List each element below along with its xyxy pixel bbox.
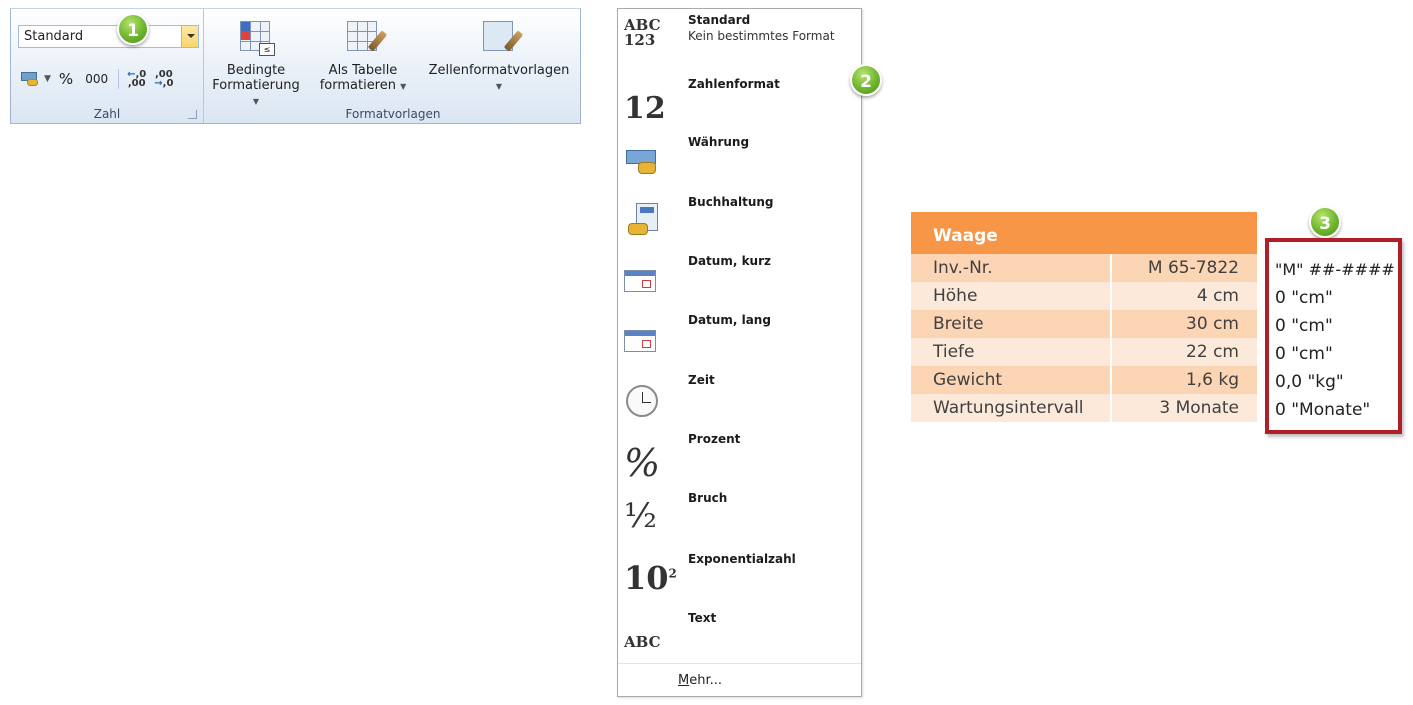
row-value: M 65-7822: [1147, 258, 1239, 278]
row-value: 3 Monate: [1159, 398, 1239, 418]
exponent-icon: $10^2$: [624, 559, 677, 597]
cell-styles-icon: [483, 21, 515, 53]
decrease-decimal-button[interactable]: ,00 →,0: [154, 69, 174, 89]
number-format-value: Standard: [24, 29, 84, 44]
percent-icon: %: [624, 441, 661, 485]
menu-item-waehrung[interactable]: [618, 128, 861, 186]
clock-icon: [624, 371, 662, 417]
text-abc-icon: ABC: [624, 633, 661, 651]
number-format-combo[interactable]: [18, 25, 199, 48]
percent-style-button[interactable]: %: [58, 70, 74, 88]
format-as-table-label-2: formatieren: [319, 78, 396, 93]
row-label: Höhe: [911, 282, 1112, 310]
format-code: 0 "cm": [1275, 288, 1333, 308]
menu-item-label: Währung: [688, 135, 750, 149]
menu-item-text[interactable]: [618, 603, 861, 661]
format-code: 0 "cm": [1275, 316, 1333, 336]
table-row: [911, 394, 1257, 422]
currency-icon: [624, 134, 662, 180]
callout-1: 1: [117, 13, 149, 45]
row-value: 4 cm: [1196, 286, 1239, 306]
menu-item-label: Datum, lang: [688, 313, 771, 327]
cell-styles-button[interactable]: [421, 21, 577, 94]
calendar-short-icon: [624, 252, 662, 298]
menu-item-label: Buchhaltung: [688, 195, 774, 209]
callout-3: 3: [1309, 206, 1341, 238]
table-row: [911, 282, 1257, 310]
table-row: [911, 366, 1257, 394]
row-label: Gewicht: [911, 366, 1112, 394]
conditional-formatting-label-2: Formatierung: [212, 78, 300, 93]
menu-item-label: Zeit: [688, 373, 715, 387]
more-number-formats-item[interactable]: [618, 663, 861, 696]
number-format-toolbar: [21, 68, 181, 90]
row-label: Tiefe: [911, 338, 1112, 366]
format-as-table-label-1: Als Tabelle: [328, 63, 398, 78]
row-label: Wartungsintervall: [911, 394, 1112, 422]
accounting-icon: [624, 193, 662, 239]
increase-decimal-button[interactable]: ←,0 ,00: [127, 69, 147, 89]
chevron-down-icon: ▼: [252, 97, 260, 106]
ribbon: [10, 8, 581, 124]
cell-styles-label: Zellenformatvorlagen: [428, 63, 570, 78]
waage-table: [911, 212, 1257, 422]
currency-format-icon[interactable]: [21, 71, 41, 87]
table-row: [911, 310, 1257, 338]
chevron-down-icon[interactable]: [181, 26, 198, 47]
chevron-down-icon: ▼: [400, 82, 407, 91]
dialog-launcher-icon[interactable]: [188, 110, 197, 119]
menu-item-exponentialzahl[interactable]: [618, 543, 861, 601]
menu-item-datum-kurz[interactable]: [618, 246, 861, 304]
table-title: Waage: [911, 212, 1257, 254]
more-label: Mehr...: [678, 673, 723, 688]
menu-item-label: Standard: [688, 13, 751, 27]
row-value: 30 cm: [1186, 314, 1239, 334]
number-format-menu: [617, 8, 862, 697]
format-code: 0,0 "kg": [1275, 372, 1344, 392]
callout-2: 2: [850, 64, 882, 96]
menu-item-label: Zahlenformat: [688, 77, 780, 91]
styles-group: [205, 9, 581, 123]
currency-dropdown-icon[interactable]: ▼: [44, 74, 51, 84]
conditional-formatting-button[interactable]: [211, 21, 301, 109]
number-group: [11, 9, 204, 123]
conditional-formatting-icon: ≤: [240, 21, 272, 53]
menu-item-label: Text: [688, 611, 717, 625]
menu-item-bruch[interactable]: [618, 484, 861, 542]
menu-item-prozent[interactable]: [618, 425, 861, 483]
conditional-formatting-label-1: Bedingte: [226, 63, 286, 78]
fraction-icon: ½: [624, 496, 657, 536]
menu-item-standard[interactable]: [618, 9, 861, 67]
row-label: Inv.-Nr.: [911, 254, 1112, 282]
format-code: 0 "Monate": [1275, 400, 1371, 420]
table-row: [911, 338, 1257, 366]
menu-item-zahlenformat[interactable]: [618, 69, 861, 127]
menu-item-buchhaltung[interactable]: [618, 187, 861, 245]
table-row: [911, 254, 1257, 282]
menu-item-description: Kein bestimmtes Format: [688, 29, 835, 43]
row-value: 1,6 kg: [1185, 370, 1239, 390]
menu-item-label: Datum, kurz: [688, 254, 772, 268]
menu-item-label: Exponentialzahl: [688, 552, 796, 566]
format-as-table-icon: [347, 21, 379, 53]
chevron-down-icon: ▼: [495, 82, 503, 91]
group-label-formatvorlagen: Formatvorlagen: [345, 107, 441, 121]
calendar-long-icon: [624, 312, 662, 358]
menu-item-datum-lang[interactable]: [618, 306, 861, 364]
abc-123-icon: ABC 123: [624, 16, 661, 49]
menu-item-label: Bruch: [688, 491, 728, 505]
group-label-zahl: Zahl: [93, 107, 121, 121]
row-label: Breite: [911, 310, 1112, 338]
number-12-icon: 12: [624, 91, 666, 126]
menu-item-label: Prozent: [688, 432, 741, 446]
thousands-separator-button[interactable]: 000: [85, 72, 109, 86]
format-as-table-button[interactable]: [317, 21, 409, 94]
format-code: "M" ##-####: [1275, 260, 1395, 279]
format-code: 0 "cm": [1275, 344, 1333, 364]
row-value: 22 cm: [1186, 342, 1239, 362]
toolbar-separator: [118, 69, 119, 89]
custom-format-codes-box: [1265, 238, 1402, 434]
menu-item-zeit[interactable]: [618, 365, 861, 423]
